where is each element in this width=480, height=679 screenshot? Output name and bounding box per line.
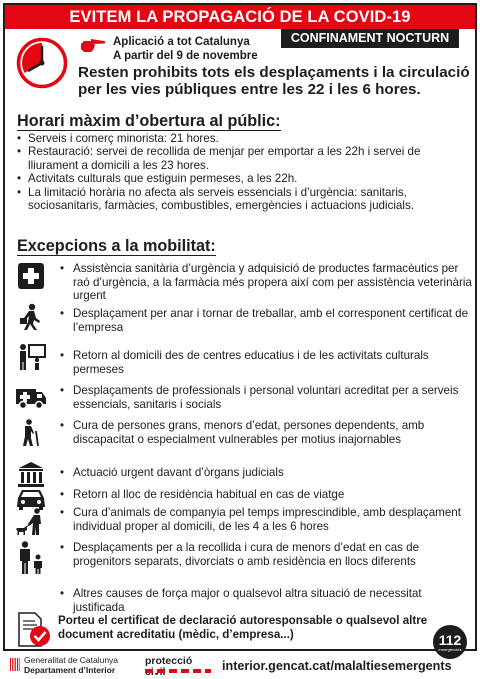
ambulance-icon [15, 382, 47, 410]
exception-text: Cura de persones grans, menors d’edat, persones dependents, amb discapacitat o especialment vulnerables per motius inajornables [73, 419, 425, 446]
website-link[interactable]: interior.gencat.cat/malaltiesemergents [222, 659, 452, 673]
list-item: • Activitats culturals que estiguin permeses, a les 22h. [17, 172, 472, 185]
section-title-excepcions [17, 237, 216, 256]
proteccio-civil-text: protecció [145, 655, 193, 667]
section-title-horari-text: Horari màxim d’obertura al públic: [17, 112, 281, 130]
page-title: EVITEM LA PROPAGACIÓ DE LA COVID-19 [5, 5, 475, 29]
bullet: • [60, 419, 65, 432]
clock-icon [16, 37, 68, 89]
department-name: Departament d’Interior [24, 664, 116, 675]
certificate-icon [15, 612, 53, 648]
certificate-note: Porteu el certificat de declaració autoresponsable o qualsevol altre document acreditatiu (mèdic, d’empresa...) [58, 614, 428, 641]
status-badge: CONFINAMENT NOCTURN [281, 29, 459, 48]
generalitat-name: Generalitat de Catalunya [24, 655, 119, 665]
proteccio-civil-logo [145, 656, 215, 676]
list-item: • La limitació horària no afecta als serveis essencials i d’urgència: sanitaris, sociosanitaris, farmàcies, combustibles, emergències i actuacions judicials. [17, 186, 472, 213]
section-title-excepcions-text: Excepcions a la mobilitat: [17, 237, 216, 255]
medical-cross-icon [15, 262, 47, 290]
generalitat-logo [10, 656, 130, 676]
bullet: • [60, 384, 65, 397]
exception-text: Assistència sanitària d’urgència y adquisició de productes farmacèutics per raó d’urgència, a la farmàcia més propera així com per assistència veterinària urgent [73, 262, 472, 303]
stripe-bar-icon [145, 669, 211, 673]
elderly-care-icon [15, 419, 47, 447]
exception-text: Retorn al lloc de residència habitual en cas de viatge [73, 488, 345, 501]
school-return-icon [15, 343, 47, 371]
bullet: • [60, 349, 65, 362]
bullet: • [60, 541, 65, 554]
bullet: • [60, 466, 65, 479]
bullet: • [60, 307, 65, 320]
exception-text: Desplaçaments de professionals i personal voluntari acreditat per a serveis essencials, sanitaris i socials [73, 384, 459, 411]
bullet: • [60, 488, 65, 501]
exception-text: Desplaçament per anar i tornar de treballar, amb el corresponent certificat de l’empresa [73, 307, 469, 334]
commuter-icon [15, 303, 47, 331]
bullet: • [60, 262, 65, 275]
emergency-number: 112 [438, 632, 462, 648]
pointing-hand-icon [80, 38, 106, 54]
exception-text: Altres causes de força major o qualsevol altra situació de necessitat justificada [73, 587, 422, 614]
exception-text: Retorn al domicili des de centres educatius i de les activitats culturals permeses [73, 349, 429, 376]
senyera-icon [10, 658, 20, 671]
section-title-horari [17, 112, 281, 131]
exception-text: Desplaçaments per a la recollida i cura de menors d’edat en cas de progenitors separats, divorciats o amb residència en llocs diferents [73, 541, 420, 568]
lead-statement: Resten prohibits tots els desplaçaments i la circulació per les vies públiques entre les 22 i les 6 hores. [78, 64, 470, 98]
application-date: A partir del 9 de novembre [113, 49, 258, 62]
emergency-112-badge [433, 625, 467, 659]
generalitat-text [24, 656, 118, 675]
exception-text: Actuació urgent davant d’òrgans judicials [73, 466, 284, 479]
list-item: • Serveis i comerç minorista: 21 hores. [17, 132, 472, 145]
list-item: • Restauració: servei de recollida de menjar per emportar a les 22h i servei de lliurament a domicili a les 23 hores. [17, 145, 472, 172]
bullet: • [60, 506, 65, 519]
application-scope: Aplicació a tot Catalunya [113, 36, 250, 48]
horari-list [17, 132, 472, 212]
emergency-label: emergències [438, 647, 462, 652]
application-info [113, 36, 258, 63]
bullet: • [60, 587, 65, 600]
parent-child-icon [15, 541, 47, 575]
exception-text: Cura d’animals de companyia pel temps imprescindible, amb desplaçament individual proper al domicili, de les 4 a les 6 hores [73, 506, 461, 533]
dog-walk-icon [15, 508, 47, 536]
